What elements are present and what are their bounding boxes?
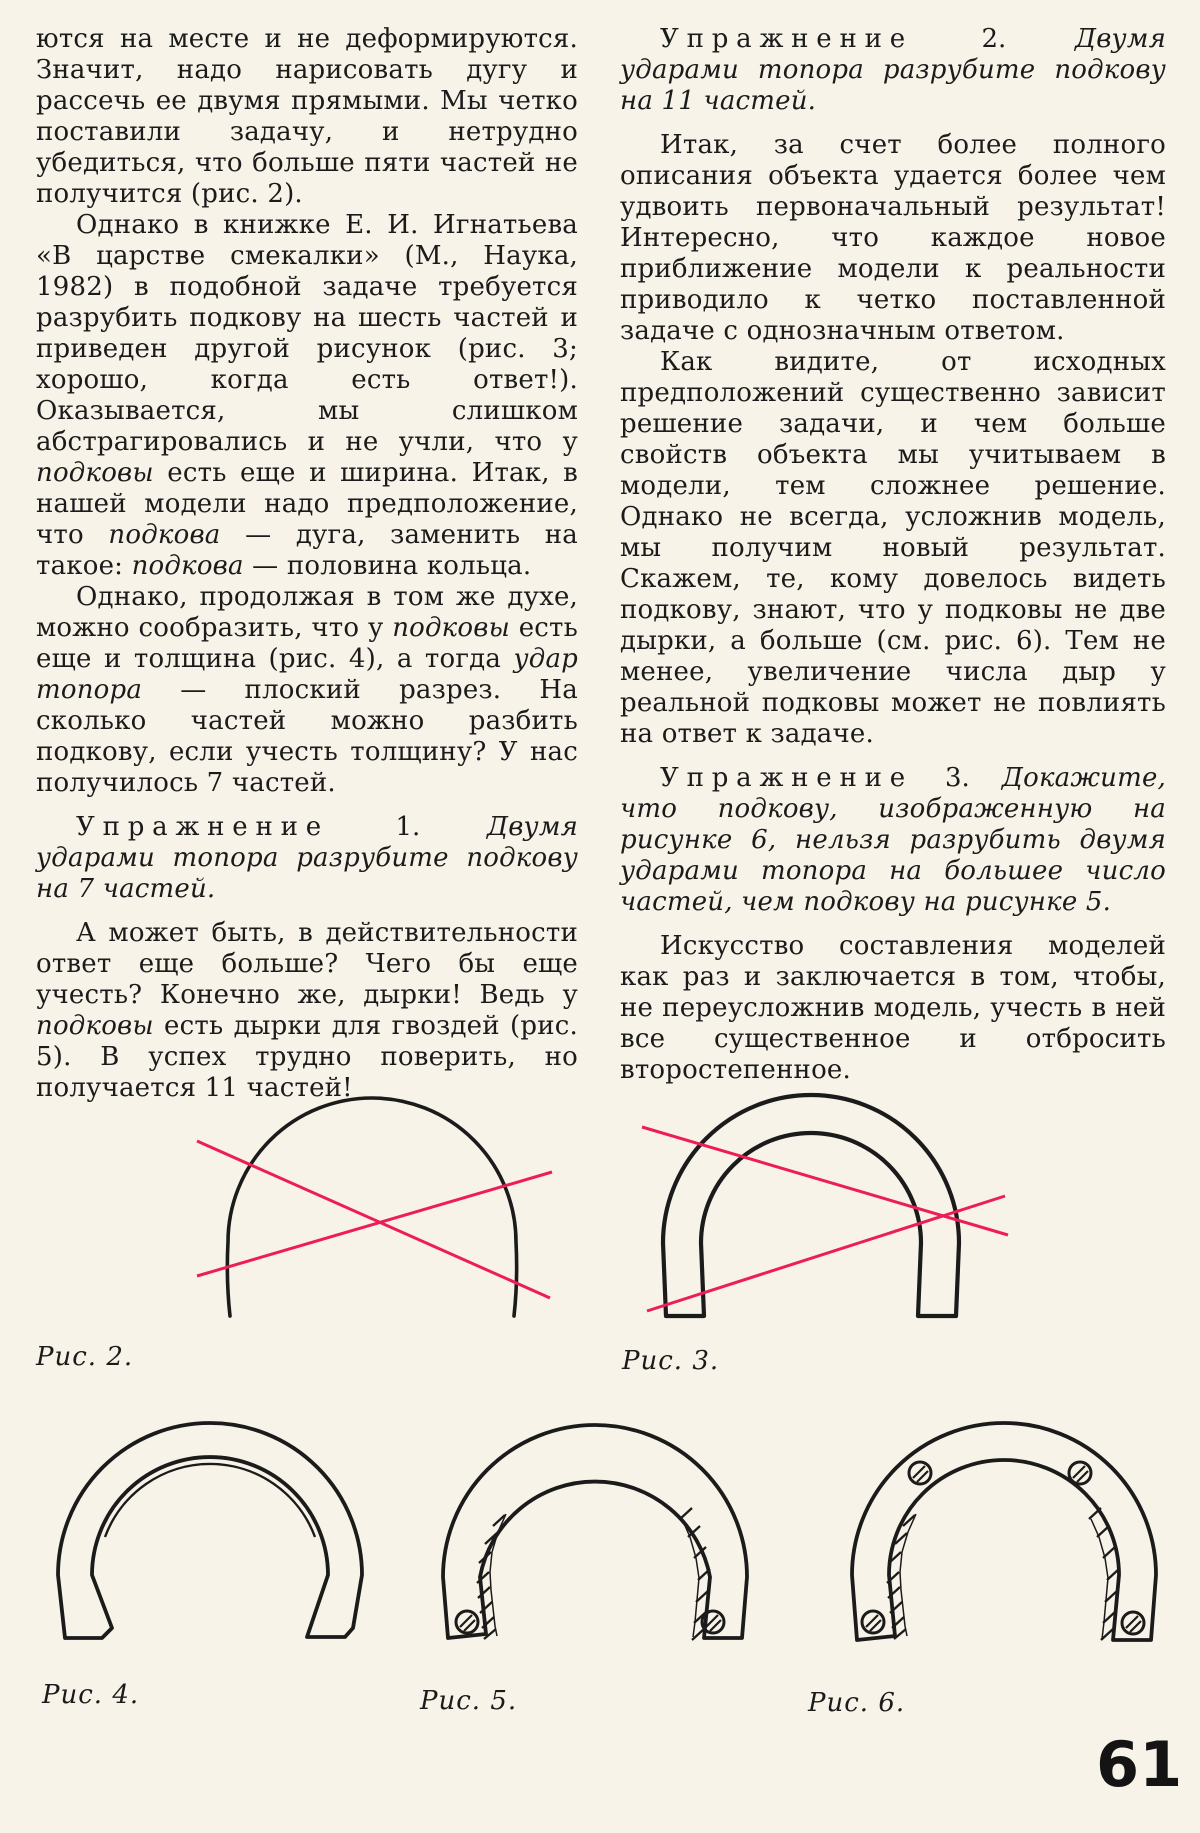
text-run: есть еще и ширина. Итак, в нашей модели надо предположение, что — [36, 458, 578, 550]
text-run: Итак, за счет более полного описания объекта удается более чем удвоить первоначальный результат! Интересно, что каждое новое приближение модели к реальности приводило к четко поставленной задаче с однозначным ответом. — [620, 130, 1166, 346]
text-run: — дуга, заменить на такое: — [36, 520, 578, 581]
text-run: Докажите, что подкову, изображенную на рисунке 6, нельзя разрубить двумя ударами топора на большее число частей, чем подкову на рисунке 5. — [620, 763, 1166, 917]
nail-hole — [1122, 1612, 1144, 1634]
figure-6-drawing — [845, 1418, 1180, 1668]
text-run: Двумя ударами топора разрубите подкову на 11 частей. — [620, 24, 1166, 116]
text-run: Однако, продолжая в том же духе, можно сообразить, что у — [36, 582, 578, 643]
body-paragraph — [36, 582, 578, 799]
exercise-label: Упражнение — [660, 763, 913, 793]
text-run: Двумя ударами топора разрубите подкову на 7 частей. — [36, 812, 578, 904]
exercise-paragraph — [36, 812, 578, 905]
exercise-number: 2. — [912, 24, 1075, 54]
text-run: подковы — [36, 1011, 154, 1041]
exercise-paragraph — [620, 763, 1166, 918]
exercise-paragraph — [620, 24, 1166, 117]
text-run: есть дырки для гвоздей (рис. 5). В успех трудно поверить, но получается 11 частей! — [36, 1011, 578, 1103]
body-paragraph — [36, 210, 578, 582]
text-run: есть еще и толщина (рис. 4), а тогда — [36, 613, 578, 674]
figure-5-caption: Рис. 5. — [420, 1686, 518, 1716]
text-run: Как видите, от исходных предположений существенно зависит решение задачи, и чем больше свойств объекта мы учитываем в модели, тем сложнее решение. Однако не всегда, усложнив модель, мы получим новый результат. Скажем, те, кому довелось видеть подкову, знают, что у подковы не две дырки, а больше (см. рис. 6). Тем не менее, увеличение числа дыр у реальной подковы может не повлиять на ответ к задаче. — [620, 347, 1166, 749]
nail-hole — [862, 1611, 884, 1633]
right-column — [620, 24, 1166, 1086]
axe-cut-line — [197, 1141, 550, 1298]
nail-hole — [909, 1462, 931, 1484]
text-run: подковы — [36, 458, 154, 488]
figure-4-caption: Рис. 4. — [42, 1680, 140, 1710]
figure-6-horseshoe-four-holes — [845, 1418, 1180, 1668]
figure-3-drawing — [620, 1080, 1040, 1345]
text-run: — половина кольца. — [243, 551, 532, 581]
nail-hole — [1069, 1462, 1091, 1484]
body-paragraph — [620, 130, 1166, 347]
text-run: подкова — [131, 551, 244, 581]
text-run: ются на месте и не деформируются. Значит, надо нарисовать дугу и рассечь ее двумя прямыми. Мы четко поставили задачу, и нетрудно убедиться, что больше пяти частей не получится (рис. 2). — [36, 24, 578, 209]
body-paragraph — [36, 918, 578, 1104]
horseshoe-ring — [663, 1095, 959, 1316]
text-run: А может быть, в действительности ответ еще больше? Чего бы еще учесть? Конечно же, дырки! Ведь у — [36, 918, 578, 1010]
body-paragraph — [620, 347, 1166, 750]
horseshoe-outline — [58, 1423, 362, 1638]
nail-hole — [456, 1611, 478, 1633]
left-column — [36, 24, 578, 1104]
figure-6-caption: Рис. 6. — [808, 1688, 906, 1718]
text-run: — плоский разрез. На сколько частей можно разбить подкову, если учесть толщину? У нас получилось 7 частей. — [36, 675, 578, 798]
figure-2-drawing — [150, 1085, 560, 1335]
text-run: Однако в книжке Е. И. Игнатьева «В царстве смекалки» (М., Наука, 1982) в подобной задаче требуется разрубить подкову на шесть частей и приведен другой рисунок (рис. 3; хорошо, когда есть ответ!). Оказывается, мы слишком абстрагировались и не учли, что у — [36, 210, 578, 457]
axe-cut-line — [197, 1172, 552, 1276]
body-paragraph — [36, 24, 578, 210]
page-number: 61 — [1096, 1728, 1183, 1801]
text-run: Искусство составления моделей как раз и заключается в том, чтобы, не переусложнив модель, учесть в ней все существенное и отбросить второстепенное. — [620, 931, 1166, 1085]
text-run: удар топора — [36, 644, 578, 705]
figure-3-half-ring-with-two-cut-lines — [620, 1080, 1040, 1345]
figure-2-arc-with-two-cut-lines — [150, 1085, 560, 1335]
figure-5-horseshoe-two-holes — [410, 1420, 770, 1655]
exercise-label: Упражнение — [76, 812, 329, 842]
figure-4-drawing — [40, 1420, 390, 1650]
inner-thickness-edge — [105, 1464, 315, 1537]
horseshoe-arc — [227, 1098, 516, 1316]
exercise-number: 1. — [328, 812, 487, 842]
exercise-number: 3. — [912, 763, 1002, 793]
axe-cut-line — [642, 1127, 1008, 1235]
figure-5-drawing — [410, 1420, 770, 1655]
body-paragraph — [620, 931, 1166, 1086]
figure-4-horseshoe-with-thickness — [40, 1420, 390, 1650]
figure-3-caption: Рис. 3. — [622, 1346, 720, 1376]
exercise-label: Упражнение — [660, 24, 913, 54]
figure-2-caption: Рис. 2. — [36, 1342, 134, 1372]
text-run: подкова — [108, 520, 221, 550]
text-run: подковы — [392, 613, 510, 643]
